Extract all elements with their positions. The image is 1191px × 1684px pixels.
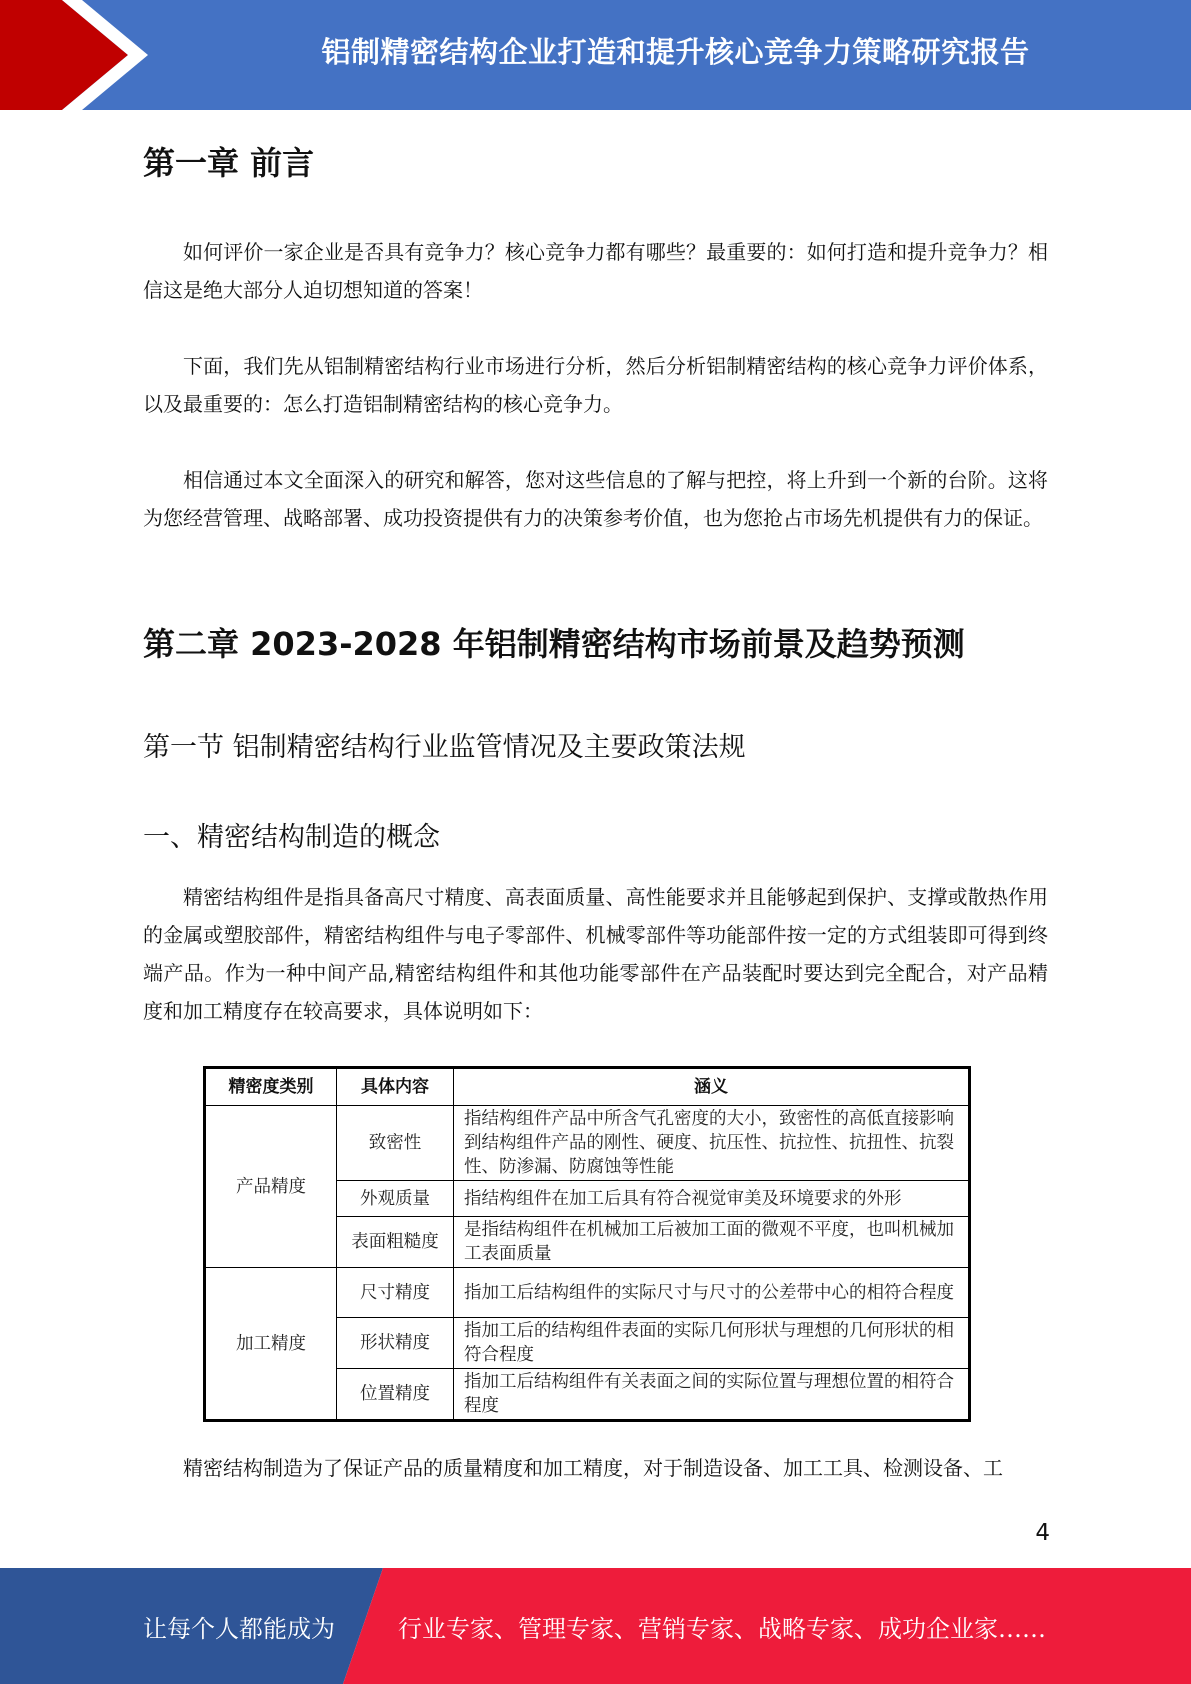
manufacturing-paragraph: 精密结构制造为了保证产品的质量精度和加工精度，对于制造设备、加工工具、检测设备、工	[183, 1456, 1003, 1480]
concept-paragraph: 精密结构组件是指具备高尺寸精度、高表面质量、高性能要求并且能够起到保护、支撑或散热作用的金属或塑胶部件，精密结构组件与电子零部件、机械零部件等功能部件按一定的方式组装即可得到终端产品。作为一种中间产品,精密结构组件和其他功能零部件在产品装配时要达到完全配合，对产品精度和加工精度存在较高要求，具体说明如下：	[143, 885, 1048, 1023]
precision-table	[203, 1066, 971, 1422]
precision-table-container	[203, 1066, 971, 1422]
table-meaning-cell: 指结构组件在加工后具有符合视觉审美及环境要求的外形	[454, 1181, 970, 1217]
table-row	[205, 1106, 970, 1181]
table-row	[205, 1268, 970, 1318]
table-category-cell: 加工精度	[205, 1268, 337, 1421]
section1-heading: 第一节 铝制精密结构行业监管情况及主要政策法规	[143, 732, 746, 763]
table-meaning-cell: 指加工后结构组件的实际尺寸与尺寸的公差带中心的相符合程度	[454, 1268, 970, 1318]
subsection1-heading: 一、精密结构制造的概念	[143, 822, 440, 853]
table-meaning-cell: 指加工后的结构组件表面的实际几何形状与理想的几何形状的相符合程度	[454, 1318, 970, 1369]
page-footer	[0, 1568, 1191, 1684]
footer-slogan-right: 行业专家、管理专家、营销专家、战略专家、成功企业家……	[398, 1614, 1046, 1643]
table-category-cell: 产品精度	[205, 1106, 337, 1268]
table-header-cell: 精密度类别	[205, 1068, 337, 1106]
table-item-cell: 致密性	[337, 1106, 454, 1181]
table-header-cell: 涵义	[454, 1068, 970, 1106]
chapter1-paragraph-3: 相信通过本文全面深入的研究和解答，您对这些信息的了解与把控，将上升到一个新的台阶。这将为您经营管理、战略部署、成功投资提供有力的决策参考价值，也为您抢占市场先机提供有力的保证。	[143, 468, 1048, 530]
table-item-cell: 表面粗糙度	[337, 1217, 454, 1268]
table-meaning-cell: 是指结构组件在机械加工后被加工面的微观不平度，也叫机械加工表面质量	[454, 1217, 970, 1268]
table-item-cell: 位置精度	[337, 1369, 454, 1421]
table-meaning-cell: 指加工后结构组件有关表面之间的实际位置与理想位置的相符合程度	[454, 1369, 970, 1421]
chapter1-paragraph-1: 如何评价一家企业是否具有竞争力？核心竞争力都有哪些？最重要的：如何打造和提升竞争力？相信这是绝大部分人迫切想知道的答案！	[143, 240, 1048, 302]
chapter1-paragraph-2: 下面，我们先从铝制精密结构行业市场进行分析，然后分析铝制精密结构的核心竞争力评价体系，以及最重要的：怎么打造铝制精密结构的核心竞争力。	[143, 354, 1048, 416]
page-header	[0, 0, 1191, 110]
table-item-cell: 尺寸精度	[337, 1268, 454, 1318]
table-item-cell: 形状精度	[337, 1318, 454, 1369]
table-meaning-cell: 指结构组件产品中所含气孔密度的大小，致密性的高低直接影响到结构组件产品的刚性、硬度、抗压性、抗拉性、抗扭性、抗裂性、防渗漏、防腐蚀等性能	[454, 1106, 970, 1181]
chapter2-heading: 第二章 2023-2028 年铝制精密结构市场前景及趋势预测	[143, 625, 965, 663]
table-item-cell: 外观质量	[337, 1181, 454, 1217]
table-header-row	[205, 1068, 970, 1106]
header-arrow-decoration	[0, 0, 160, 110]
page-number: 4	[1035, 1520, 1050, 1546]
report-title: 铝制精密结构企业打造和提升核心竞争力策略研究报告	[321, 34, 1030, 69]
table-header-cell: 具体内容	[337, 1068, 454, 1106]
footer-slogan-left: 让每个人都能成为	[143, 1614, 335, 1643]
chapter1-heading: 第一章 前言	[143, 144, 315, 182]
